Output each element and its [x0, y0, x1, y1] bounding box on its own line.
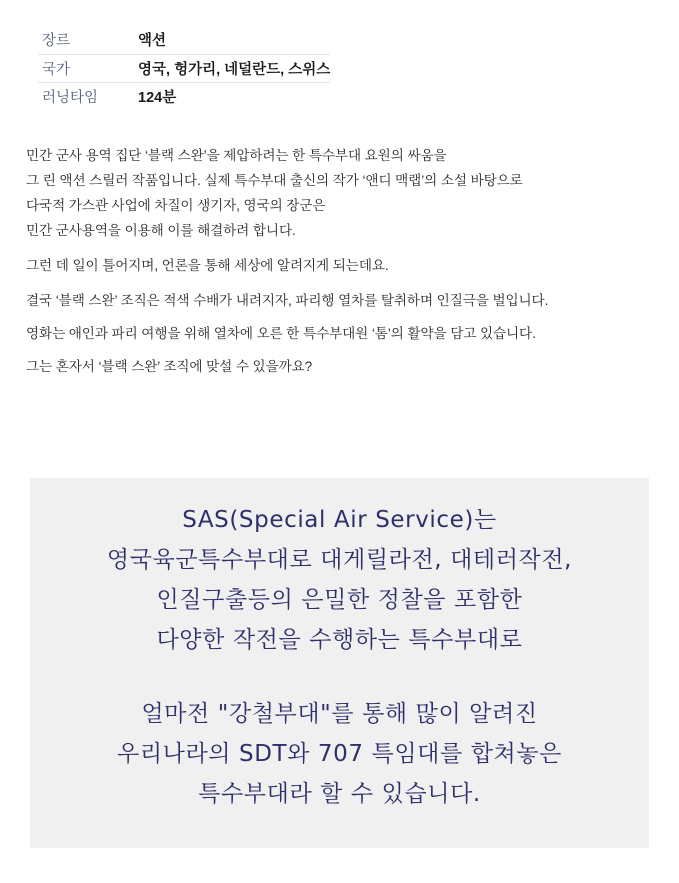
- note-line: 영국육군특수부대로 대게릴라전, 대테러작전,: [106, 547, 573, 573]
- synopsis-line: 그런 데 일이 틀어지며, 언론을 통해 세상에 알려지게 되는데요.: [26, 258, 389, 273]
- note-line: 특수부대라 할 수 있습니다.: [198, 781, 481, 807]
- table-row: [38, 82, 330, 110]
- movie-info-body: [38, 26, 330, 110]
- synopsis-block: [26, 144, 646, 378]
- movie-info-table: [38, 26, 330, 110]
- note-spacer: [30, 660, 649, 694]
- info-value-country: 영국, 헝가리, 네덜란드, 스위스: [134, 54, 330, 82]
- info-value-runtime: 124분: [138, 89, 177, 106]
- note-line: 우리나라의 SDT와 707 특임대를 합쳐놓은: [117, 741, 562, 767]
- table-row: [38, 26, 330, 54]
- note-line: 얼마전 "강철부대"를 통해 많이 알려진: [141, 701, 538, 727]
- note-line: SAS(Special Air Service)는: [182, 507, 497, 533]
- note-content: [30, 478, 649, 814]
- note-line: 인질구출등의 은밀한 정찰을 포함한: [156, 587, 523, 613]
- info-label-country: 국가: [38, 54, 134, 82]
- synopsis-line: 결국 ‘블랙 스완’ 조직은 적색 수배가 내려지자, 파리행 열차를 탈취하며 인질극을 벌입니다.: [26, 293, 549, 308]
- synopsis-line: 그 린 액션 스릴러 작품입니다. 실제 특수부대 출신의 작가 ‘앤디 맥랩’의 소설 바탕으로: [26, 173, 523, 188]
- info-label-runtime: 러닝타임: [42, 89, 99, 106]
- synopsis-line: 그는 혼자서 ‘블랙 스완’ 조직에 맞설 수 있을까요?: [26, 359, 313, 374]
- synopsis-line: 민간 군사 용역 집단 ‘블랙 스완’을 제압하려는 한 특수부대 요원의 싸움을: [26, 148, 447, 163]
- synopsis-line: 민간 군사용역을 이용해 이를 해결하려 합니다.: [26, 223, 296, 238]
- synopsis-line: 영화는 애인과 파리 여행을 위해 열차에 오른 한 특수부대원 ‘톰’의 활약을 담고 있습니다.: [26, 326, 536, 341]
- table-row: [38, 54, 330, 82]
- synopsis-line: 다국적 가스관 사업에 차질이 생기자, 영국의 장군은: [26, 198, 326, 213]
- note-line: 다양한 작전을 수행하는 특수부대로: [156, 627, 523, 653]
- info-value-genre: 액션: [134, 26, 330, 54]
- info-label-genre: 장르: [38, 26, 134, 54]
- note-card: [30, 478, 649, 848]
